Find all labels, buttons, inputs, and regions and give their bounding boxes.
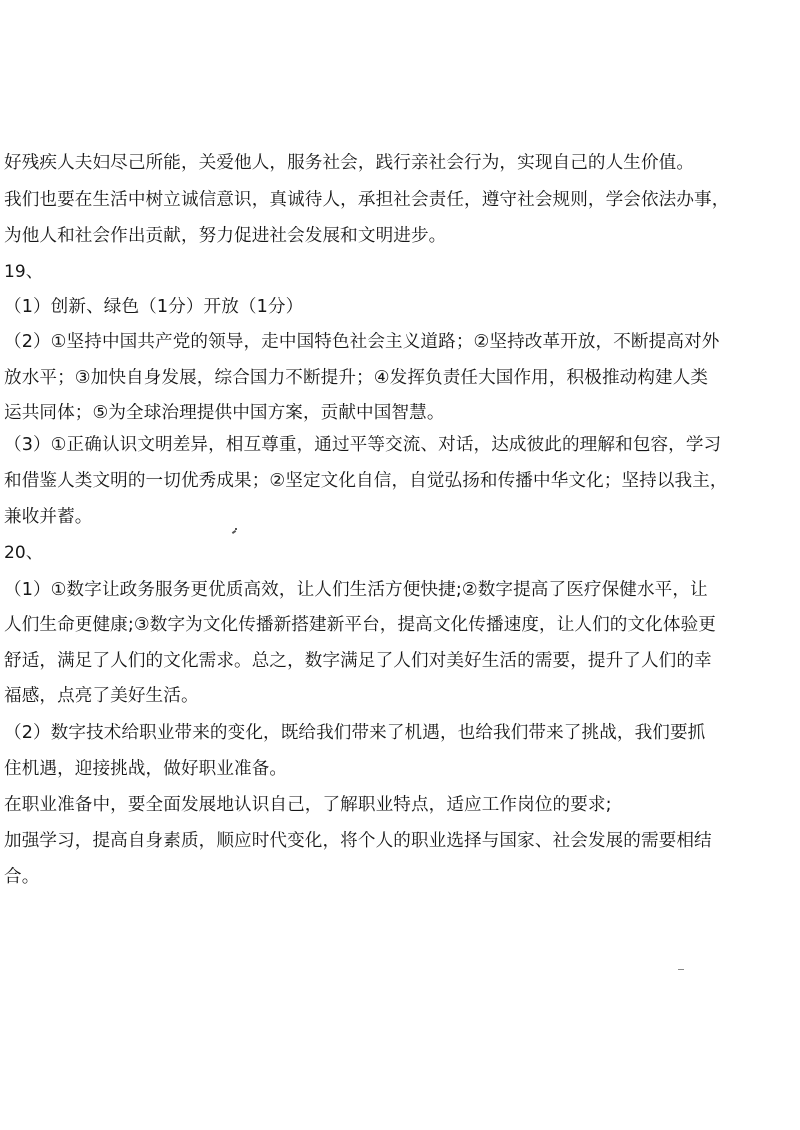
- scan-speck: [235, 528, 237, 530]
- text-line: 舒适，满足了人们的文化需求。总之，数字满足了人们对美好生活的需要，提升了人们的幸: [4, 651, 712, 671]
- text-line: （2）数字技术给职业带来的变化，既给我们带来了机遇，也给我们带来了挑战，我们要抓: [4, 723, 706, 743]
- text-line: 兼收并蓄。: [4, 507, 93, 527]
- scan-speck: [232, 530, 236, 534]
- text-line: 运共同体；⑤为全球治理提供中国方案，贡献中国智慧。: [4, 403, 445, 423]
- text-line: 加强学习，提高自身素质，顺应时代变化，将个人的职业选择与国家、社会发展的需要相结: [4, 831, 712, 851]
- text-line: 我们也要在生活中树立诚信意识，真诚待人，承担社会责任，遵守社会规则，学会依法办事，: [4, 190, 730, 210]
- text-line: 人们生命更健康;③数字为文化传播新搭建新平台，提高文化传播速度，让人们的文化体验更: [4, 615, 716, 635]
- text-line: （3）①正确认识文明差异，相互尊重，通过平等交流、对话，达成彼此的理解和包容，学习: [4, 435, 722, 455]
- text-line: 住机遇，迎接挑战，做好职业准备。: [4, 759, 288, 779]
- text-line: 合。: [4, 867, 40, 887]
- text-line: （1）创新、绿色（1分）开放（1分）: [4, 297, 304, 317]
- question-number: 19、: [4, 262, 43, 282]
- text-line: 放水平；③加快自身发展，综合国力不断提升；④发挥负责任大国作用，积极推动构建人类: [4, 368, 709, 388]
- text-line: 和借鉴人类文明的一切优秀成果；②坚定文化自信，自觉弘扬和传播中华文化；坚持以我主，: [4, 471, 728, 491]
- text-line: 为他人和社会作出贡献，努力促进社会发展和文明进步。: [4, 226, 447, 246]
- text-line: 好残疾人夫妇尽己所能，关爱他人，服务社会，践行亲社会行为，实现自己的人生价值。: [4, 153, 695, 173]
- text-line: （1）①数字让政务服务更优质高效，让人们生活方便快捷;②数字提高了医疗保健水平，让: [4, 580, 708, 600]
- text-line: 福感，点亮了美好生活。: [4, 686, 199, 706]
- question-number: 20、: [4, 543, 43, 563]
- scan-speck: [678, 969, 684, 970]
- text-line: （2）①坚持中国共产党的领导，走中国特色社会主义道路；②坚持改革开放，不断提高对外: [4, 332, 720, 352]
- text-line: 在职业准备中，要全面发展地认识自己，了解职业特点，适应工作岗位的要求;: [4, 795, 612, 815]
